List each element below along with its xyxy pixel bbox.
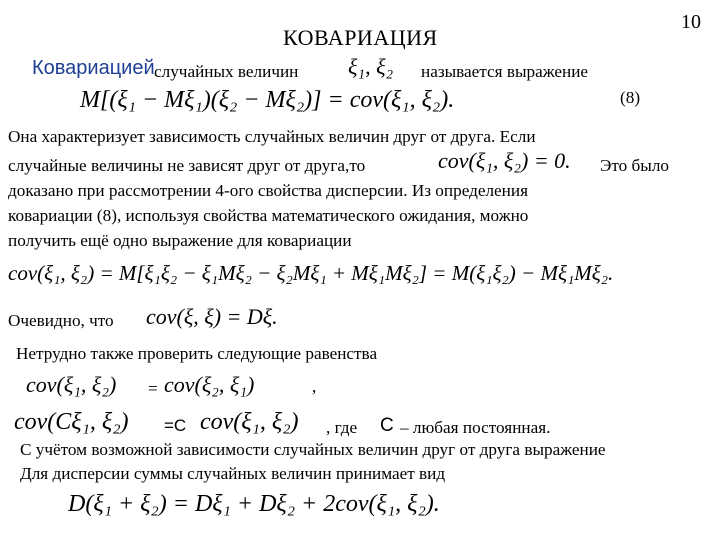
scaling-rhs: cov(ξ₁, ξ₂) <box>200 409 299 435</box>
covariance-definition-formula: M[(ξ₁ − Mξ₁)(ξ₂ − Mξ₂)] = cov(ξ₁, ξ₂). <box>80 87 455 113</box>
scaling-lhs: cov(Cξ₁, ξ₂) <box>14 409 129 435</box>
paragraph-line-1: Она характеризует зависимость случайных величин друг от друга. Если <box>8 127 536 146</box>
variance-sum-formula: D(ξ₁ + ξ₂) = Dξ₁ + Dξ₂ + 2cov(ξ₁, ξ₂). <box>68 491 440 517</box>
symmetry-rhs: cov(ξ₂, ξ₁) <box>164 372 255 397</box>
scaling-constant: C <box>380 415 394 436</box>
definition-text-before: случайных величин <box>154 62 299 81</box>
definition-vars: ξ₁, ξ₂ <box>348 54 394 79</box>
obvious-text: Очевидно, что <box>8 311 114 330</box>
paragraph-line-2-text: случайные величины не зависят друг от друга,то <box>8 156 366 175</box>
paragraph-line-2-tail: Это было <box>600 156 669 175</box>
closing-line-2: Для дисперсии суммы случайных величин принимает вид <box>20 464 446 483</box>
scaling-eq: =C <box>164 416 187 435</box>
symmetry-comma: , <box>312 377 317 396</box>
self-covariance-formula: cov(ξ, ξ) = Dξ. <box>146 304 278 329</box>
scaling-where-tail: – любая постоянная. <box>400 418 551 437</box>
equation-number: (8) <box>620 88 641 107</box>
paragraph-line-4: ковариации (8), используя свойства математического ожидания, можно <box>8 206 529 225</box>
symmetry-eq: = <box>148 379 158 398</box>
definition-term: Ковариацией <box>32 57 155 79</box>
check-text: Нетрудно также проверить следующие равенства <box>16 344 378 363</box>
paragraph-line-5: получить ещё одно выражение для ковариации <box>8 231 352 250</box>
page-number: 10 <box>681 11 701 33</box>
covariance-expansion-formula: cov(ξ₁, ξ₂) = M[ξ₁ξ₂ − ξ₁Mξ₂ − ξ₂Mξ₁ + Mξ₁Mξ₂] = M(ξ₁ξ₂) − Mξ₁Mξ₂. <box>8 261 614 285</box>
definition-text-after: называется выражение <box>421 62 589 81</box>
scaling-where: , где <box>326 418 358 437</box>
symmetry-lhs: cov(ξ₁, ξ₂) <box>26 372 117 397</box>
page-title: КОВАРИАЦИЯ <box>283 25 438 50</box>
independence-formula: cov(ξ₁, ξ₂) = 0. <box>438 148 571 173</box>
paragraph-line-3: доказано при рассмотрении 4-ого свойства дисперсии. Из определения <box>8 181 528 200</box>
closing-line-1: С учётом возможной зависимости случайных величин друг от друга выражение <box>20 440 606 459</box>
